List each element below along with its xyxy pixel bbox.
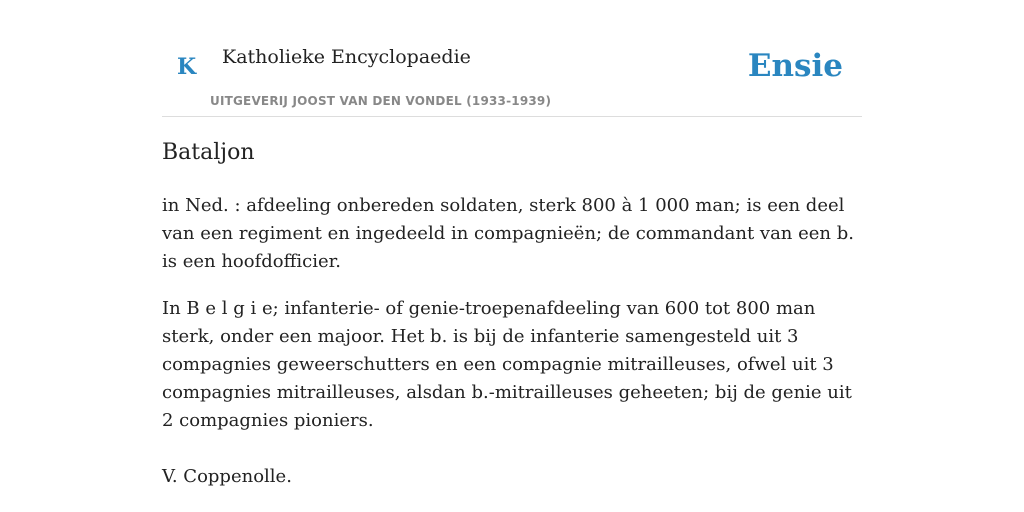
ensie-brand-logo[interactable]: Ensie (747, 48, 843, 84)
publisher-label: UITGEVERIJ JOOST VAN DEN VONDEL (1933-1939) (210, 94, 552, 108)
entry-paragraph-belgium: In B e l g i e; infanterie- of genie-troepenafdeeling van 600 tot 800 man sterk, onder een majoor. Het b. is bij de infanterie samengesteld uit 3 compagnies geweerschutters en een compagnie mitrailleuses, ofwel uit 3 compagnies mitrailleuses, alsdan b.-mitrailleuses geheeten; bij de genie uit 2 compagnies pioniers. (162, 298, 852, 431)
header (162, 0, 862, 117)
entry-paragraph-netherlands: in Ned. : afdeeling onbereden soldaten, sterk 800 à 1 000 man; is een deel van een regiment en ingedeeld in compagnieën; de commandant van een b. is een hoofdofficier. (162, 195, 854, 272)
entry-author: V. Coppenolle. (162, 466, 292, 487)
entry-title: Bataljon (162, 140, 255, 165)
encyclopedia-logo[interactable]: K (177, 54, 197, 80)
page-container (162, 0, 862, 487)
book-title[interactable]: Katholieke Encyclopaedie (222, 46, 471, 68)
